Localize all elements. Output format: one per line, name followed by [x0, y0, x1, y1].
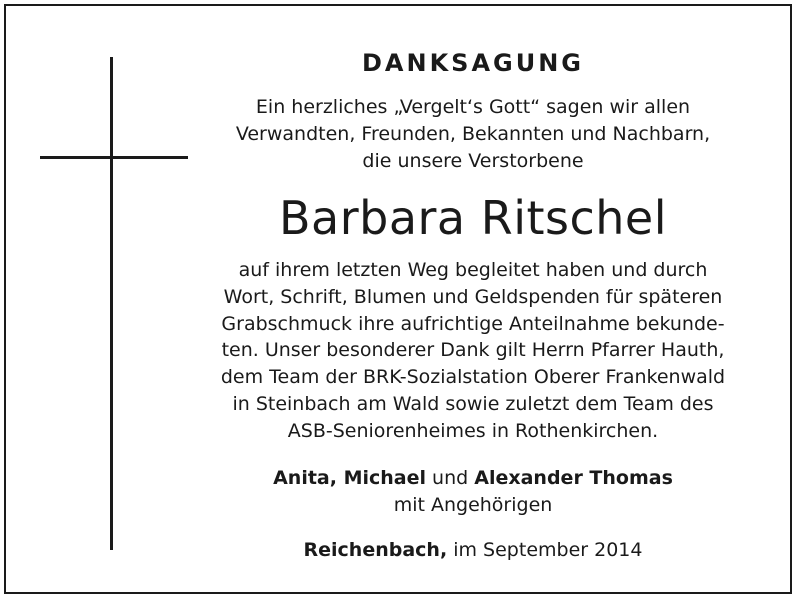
intro-line: die unsere Verstorbene: [362, 150, 584, 172]
intro-line: Ein herzliches „Vergelt‘s Gott“ sagen wir allen: [255, 96, 691, 118]
body-line: auf ihrem letzten Weg begleitet haben und durch: [238, 259, 708, 281]
body-line: ten. Unser besonderer Dank gilt Herrn Pfarrer Hauth,: [221, 339, 725, 362]
intro-line: Verwandten, Freunden, Bekannten und Nachbarn,: [235, 123, 711, 145]
body-text: [190, 257, 756, 445]
place-date: [190, 537, 756, 564]
signers-block: [190, 465, 756, 519]
intro-text: [190, 94, 756, 175]
place: Reichenbach,: [303, 539, 448, 561]
body-line: in Steinbach am Wald sowie zuletzt dem Team des: [232, 392, 714, 415]
signer-names-second: Alexander Thomas: [474, 467, 673, 489]
signer-names-first: Anita, Michael: [273, 467, 427, 489]
cross-icon-horizontal-bar: [40, 156, 188, 159]
signers-names: [190, 465, 756, 492]
notice-heading: DANKSAGUNG: [361, 49, 584, 77]
body-line: dem Team der BRK-Sozialstation Oberer Frankenwald: [220, 366, 726, 389]
signers-relatives: mit Angehörigen: [393, 494, 553, 516]
body-line: Grabschmuck ihre aufrichtige Anteilnahme bekunde-: [221, 312, 725, 335]
date: im September 2014: [447, 539, 643, 561]
body-line: ASB-Seniorenheimes in Rothenkirchen.: [287, 419, 659, 442]
body-line: Wort, Schrift, Blumen und Geldspenden für späteren: [223, 285, 723, 308]
deceased-name: Barbara Ritschel: [278, 191, 668, 245]
signer-connector: und: [426, 467, 475, 489]
cross-icon-vertical-bar: [110, 57, 113, 550]
